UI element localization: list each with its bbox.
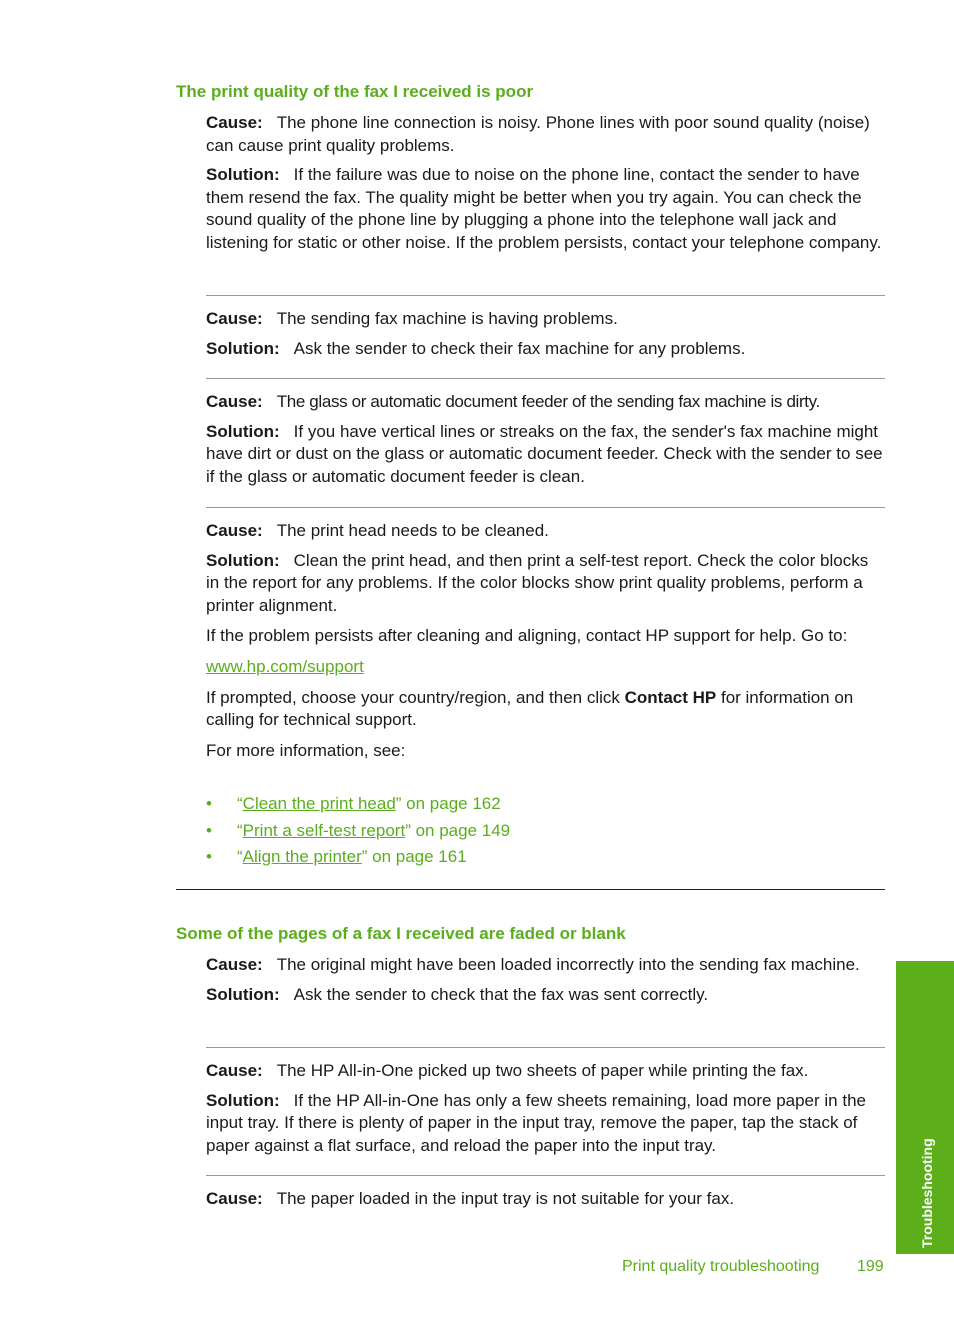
solution-label: Solution: (206, 1090, 280, 1110)
page-reference: ” on page 161 (361, 847, 467, 866)
list-item (206, 820, 510, 847)
troubleshooting-side-tab (896, 961, 954, 1254)
solution-text: If the HP All-in-One has only a few sheets remaining, load more paper in the input tray. If there is plenty of paper in the input tray, remove the paper, tap the stack of paper against a flat surface, and reload the paper into the input tray. (206, 1090, 866, 1155)
prompt-text-after: for information on calling for technical support. (206, 687, 854, 730)
contact-hp-label: Contact HP (624, 687, 717, 707)
cause-text: The original might have been loaded incorrectly into the sending fax machine. (276, 955, 860, 974)
cause-label: Cause: (206, 521, 263, 540)
solution-paragraph (206, 421, 886, 489)
footer-section-title: Print quality troubleshooting (622, 1258, 820, 1275)
cause-text: The HP All-in-One picked up two sheets of paper while printing the fax. (276, 1061, 809, 1080)
cause-text: The print head needs to be cleaned. (276, 521, 549, 540)
solution-text: Clean the print head, and then print a self-test report. Check the color blocks in the report for any problems. If the color blocks show print quality problems, perform a printer alignment. (206, 550, 869, 615)
section-heading-faded-pages: Some of the pages of a fax I received are faded or blank (176, 924, 626, 943)
solution-text: If the failure was due to noise on the phone line, contact the sender to have them resend the fax. The quality might be better when you try again. You can check the sound quality of the phone line by plugging a phone into the telephone wall jack and listening for static or other noise. If the problem persists, contact your telephone company. (206, 165, 882, 252)
cause-paragraph (206, 520, 886, 543)
solution-text: Ask the sender to check their fax machine for any problems. (293, 338, 746, 358)
solution-label: Solution: (206, 165, 280, 185)
solution-paragraph (206, 550, 886, 618)
cause-solution-print-head (206, 520, 886, 762)
persist-paragraph: If the problem persists after cleaning and aligning, contact HP support for help. Go to: (206, 626, 848, 646)
divider (206, 295, 885, 296)
solution-label: Solution: (206, 984, 280, 1004)
solution-text: If you have vertical lines or streaks on the fax, the sender's fax machine might have dirt or dust on the glass or automatic document feeder. Check with the sender to see if the glass or automatic document feeder is clean. (206, 421, 883, 486)
solution-paragraph (206, 1090, 886, 1158)
divider (206, 378, 885, 379)
divider (206, 507, 885, 508)
open-quote: “ (237, 794, 243, 813)
cause-paragraph (206, 391, 886, 414)
bullet-icon: • (206, 847, 212, 866)
cause-paragraph (206, 1060, 886, 1083)
cause-solution-sending-machine (206, 308, 886, 360)
open-quote: “ (237, 820, 243, 840)
cause-text: The glass or automatic document feeder of the sending fax machine is dirty. (276, 392, 820, 411)
ref-link-clean-print-head[interactable]: Clean the print head (242, 794, 396, 813)
side-tab-label: Troubleshooting (919, 1138, 935, 1248)
reference-list (206, 793, 510, 873)
cause-paragraph (206, 954, 886, 977)
cause-text: The phone line connection is noisy. Phone lines with poor sound quality (noise) can cause print quality problems. (206, 113, 870, 155)
list-item (206, 793, 510, 820)
cause-solution-loaded-incorrectly (206, 954, 886, 1006)
page-number: 199 (857, 1258, 884, 1275)
cause-label: Cause: (206, 309, 263, 328)
cause-label: Cause: (206, 392, 263, 411)
page-reference: ” on page 149 (405, 820, 511, 840)
ref-link-align-printer[interactable]: Align the printer (242, 847, 362, 866)
divider (206, 1175, 885, 1176)
cause-unsuitable-paper (206, 1188, 886, 1211)
cause-text: The paper loaded in the input tray is not suitable for your fax. (276, 1189, 735, 1208)
divider (206, 1047, 885, 1048)
cause-label: Cause: (206, 113, 263, 132)
solution-label: Solution: (206, 550, 280, 570)
page-reference: ” on page 162 (395, 794, 501, 813)
cause-text: The sending fax machine is having problems. (276, 309, 618, 328)
cause-solution-dirty-glass (206, 391, 886, 488)
cause-paragraph (206, 1188, 886, 1211)
cause-label: Cause: (206, 1061, 263, 1080)
support-link[interactable]: www.hp.com/support (206, 656, 364, 676)
section-divider (176, 889, 885, 890)
solution-label: Solution: (206, 338, 280, 358)
bullet-icon: • (206, 794, 212, 813)
solution-paragraph (206, 984, 886, 1007)
cause-solution-noisy-line (206, 112, 886, 255)
open-quote: “ (237, 847, 243, 866)
ref-link-self-test-report[interactable]: Print a self-test report (242, 820, 406, 840)
cause-paragraph (206, 112, 886, 157)
prompt-text-before: If prompted, choose your country/region, and then click (206, 687, 625, 707)
more-info-paragraph: For more information, see: (206, 740, 406, 760)
cause-solution-two-sheets (206, 1060, 886, 1157)
list-item (206, 846, 510, 873)
solution-paragraph (206, 164, 886, 254)
solution-label: Solution: (206, 421, 280, 441)
solution-paragraph (206, 338, 886, 361)
support-link-paragraph (206, 656, 886, 679)
prompt-paragraph (206, 687, 886, 732)
cause-paragraph (206, 308, 886, 331)
solution-text: Ask the sender to check that the fax was sent correctly. (293, 984, 709, 1004)
cause-label: Cause: (206, 1189, 263, 1208)
section-heading-poor-quality: The print quality of the fax I received is poor (176, 82, 534, 101)
cause-label: Cause: (206, 955, 263, 974)
bullet-icon: • (206, 820, 212, 840)
